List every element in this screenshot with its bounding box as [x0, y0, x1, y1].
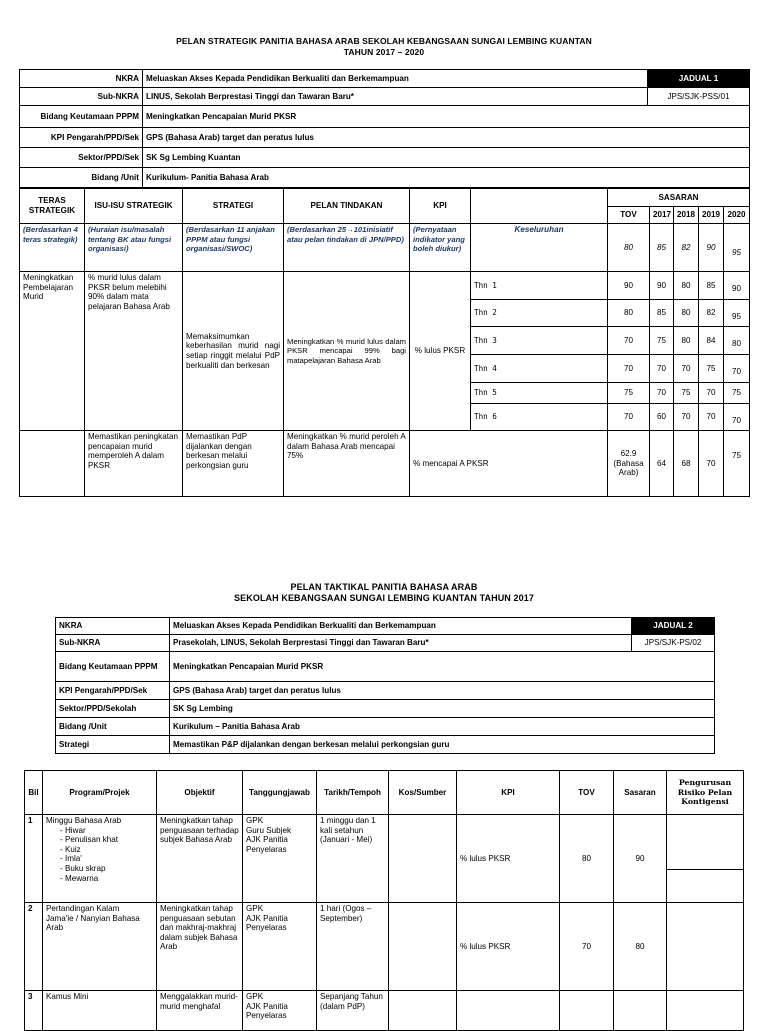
note-value-2020: 95: [724, 224, 750, 272]
year-label: Thn 3: [471, 327, 608, 355]
list-item: Penyelaras: [246, 844, 287, 854]
value-cell: 70: [674, 404, 699, 431]
value-cell: 60: [650, 404, 674, 431]
row1-pelan: Meningkatkan % murid lulus dalam PKSR mencapai 99% bagi matapelajaran Bahasa Arab: [284, 272, 410, 431]
list-item: AJK Panitia: [246, 913, 288, 923]
header-value-sub-nkra: Prasekolah, LINUS, Sekolah Berprestasi Tinggi dan Tawaran Baru*: [170, 635, 632, 652]
row3-objektif: Menggalakkan murid-murid menghafal: [157, 991, 243, 1031]
row3-kpi: [457, 991, 560, 1031]
note-keseluruhan: Keseluruhan: [471, 224, 608, 272]
note-isu: (Huraian isu/masalah tentang BK atau fungsi organisasi): [85, 224, 183, 272]
value-cell: 75: [724, 383, 750, 404]
row1-program: [43, 815, 157, 903]
header-label-kpi: KPI Pengarah/PPD/Sek: [56, 682, 170, 700]
row1-sasaran: 90: [614, 815, 667, 903]
row3-kos: [389, 991, 457, 1031]
row1-risiko: [667, 815, 744, 903]
header-value-bidang-unit: Kurikulum- Panitia Bahasa Arab: [143, 168, 750, 188]
row3-risiko: [667, 991, 744, 1031]
header-value-strategi: Memastikan P&P dijalankan dengan berkesan melalui perkongsian guru: [170, 736, 715, 754]
tactical-plan-header-table: [55, 617, 715, 754]
value-cell: 80: [674, 272, 699, 300]
value-cell: 75: [608, 383, 650, 404]
page2-title-line2: SEKOLAH KEBANGSAAN SUNGAI LEMBING KUANTAN TAHUN 2017: [234, 593, 534, 603]
col-blank: [471, 189, 608, 224]
list-item: GPK: [246, 816, 264, 825]
note-value-2019: 90: [699, 224, 724, 272]
row2-kpi: % lulus PKSR: [457, 903, 560, 991]
header-value-bidang-pppm: Meningkatkan Pencapaian Murid PKSR: [170, 652, 715, 682]
year-label: Thn 1: [471, 272, 608, 300]
header-value-sektor: SK Sg Lembing: [170, 700, 715, 718]
page1-title-line2: TAHUN 2017 – 2020: [343, 47, 425, 57]
row1-program-title: Minggu Bahasa Arab: [46, 816, 122, 825]
row1-isu: % murid lulus dalam PKSR belum melebihi 90% dalam mata pelajaran Bahasa Arab: [85, 272, 183, 431]
list-item: AJK Panitia: [246, 1001, 288, 1011]
header-label-bidang-pppm: Bidang Keutamaan PPPM: [20, 106, 143, 128]
row2-sasaran: 80: [614, 903, 667, 991]
header-value-sub-nkra: LINUS, Sekolah Berprestasi Tinggi dan Tawaran Baru*: [143, 88, 648, 106]
list-item: Penyelaras: [246, 923, 287, 933]
col-year-2018: 2018: [674, 207, 699, 224]
value-cell: 75: [650, 327, 674, 355]
list-item: - Kuiz: [70, 845, 153, 855]
col-teras-strategik: TERAS STRATEGIK: [20, 189, 85, 224]
row2-risiko: [667, 903, 744, 991]
row2-tov: 70: [560, 903, 614, 991]
strategic-plan-table: [19, 188, 750, 497]
value-cell: 80: [674, 300, 699, 327]
row2-program-subtitle: Jama'ie / Nanyian Bahasa Arab: [46, 913, 140, 933]
jadual-1-badge: JADUAL 1: [648, 70, 750, 88]
header-value-kpi: GPS (Bahasa Arab) target dan peratus lulus: [170, 682, 715, 700]
header-label-strategi: Strategi: [56, 736, 170, 754]
year-label: Thn 4: [471, 355, 608, 383]
col-strategi: STRATEGI: [183, 189, 284, 224]
value-cell: 84: [699, 327, 724, 355]
header-label-nkra: NKRA: [20, 70, 143, 88]
value-cell: 95: [724, 300, 750, 327]
value-cell: 75: [724, 431, 750, 497]
row1-kos: [389, 815, 457, 903]
list-item: Penyelaras: [246, 1011, 287, 1021]
col-bil: Bil: [25, 771, 43, 815]
row2-objektif: Meningkatkan tahap penguasaan sebutan dan makhraj-makhraj dalam subjek Bahasa Arab: [157, 903, 243, 991]
header-label-kpi: KPI Pengarah/PPD/Sek: [20, 128, 143, 148]
row1-bil: 1: [25, 815, 43, 903]
header-label-sub-nkra: Sub-NKRA: [56, 635, 170, 652]
value-cell: 70: [650, 355, 674, 383]
col-sasaran: Sasaran: [614, 771, 667, 815]
note-kpi: (Pernyataan indikator yang boleh diukur): [410, 224, 471, 272]
list-item: - Penulisan khat: [70, 835, 153, 845]
row2-pelan: Meningkatkan % murid peroleh A dalam Bahasa Arab mencapai 75%: [284, 431, 410, 497]
list-item: - Imla': [70, 854, 153, 864]
row2-kos: [389, 903, 457, 991]
header-value-bidang-unit: Kurikulum – Panitia Bahasa Arab: [170, 718, 715, 736]
row2-program: [43, 903, 157, 991]
value-cell: 90: [650, 272, 674, 300]
row3-tov: [560, 991, 614, 1031]
row2-bil: 2: [25, 903, 43, 991]
col-kos: Kos/Sumber: [389, 771, 457, 815]
row3-tanggungjawab: [243, 991, 317, 1031]
value-cell: 82: [699, 300, 724, 327]
value-cell: 70: [650, 383, 674, 404]
value-cell: 85: [699, 272, 724, 300]
value-cell: 70: [674, 355, 699, 383]
value-cell: 75: [699, 355, 724, 383]
jadual-2-badge: JADUAL 2: [632, 618, 715, 635]
header-label-sektor: Sektor/PPD/Sek: [20, 148, 143, 168]
col-pengurusan-risiko: Pengurusan Risiko Pelan Kontigensi: [667, 771, 744, 815]
row1-tarikh: 1 minggu dan 1 kali setahun (Januari - Mei): [317, 815, 389, 903]
row3-tarikh: Sepanjang Tahun (dalam PdP): [317, 991, 389, 1031]
note-value-2017: 85: [650, 224, 674, 272]
value-cell: 70: [699, 431, 724, 497]
list-item: - Hiwar: [70, 826, 153, 836]
header-label-bidang-unit: Bidang /Unit: [20, 168, 143, 188]
value-cell: 70: [608, 327, 650, 355]
year-label: Thn 2: [471, 300, 608, 327]
value-cell: 80: [724, 327, 750, 355]
value-cell: 70: [608, 404, 650, 431]
year-label: Thn 5: [471, 383, 608, 404]
value-cell: 90: [724, 272, 750, 300]
row2-tanggungjawab: [243, 903, 317, 991]
form-code: JPS/SJK-PS/02: [632, 635, 715, 652]
row1-kpi: % lulus PKSR: [457, 815, 560, 903]
col-isu-strategik: ISU-ISU STRATEGIK: [85, 189, 183, 224]
col-year-2019: 2019: [699, 207, 724, 224]
header-value-nkra: Meluaskan Akses Kepada Pendidikan Berkualiti dan Berkemampuan: [143, 70, 648, 88]
header-label-bidang-unit: Bidang /Unit: [56, 718, 170, 736]
col-objektif: Objektif: [157, 771, 243, 815]
col-pelan-tindakan: PELAN TINDAKAN: [284, 189, 410, 224]
col-program: Program/Projek: [43, 771, 157, 815]
value-cell: 70: [699, 383, 724, 404]
row1-strategi: Memaksimumkan keberhasilan murid nagi setiap ringgit melalui PdP berkualiti dan berkesan: [183, 272, 284, 431]
note-teras: (Berdasarkan 4 teras strategik): [20, 224, 85, 272]
row2-tov: 62.9 (Bahasa Arab): [608, 431, 650, 497]
list-item: AJK Panitia: [246, 835, 288, 845]
row2-isu: Memastikan peningkatan pencapaian murid memperoleh A dalam PKSR: [85, 431, 183, 497]
row2-teras-empty: [20, 431, 85, 497]
note-value-2018: 82: [674, 224, 699, 272]
header-label-sub-nkra: Sub-NKRA: [20, 88, 143, 106]
value-cell: 80: [674, 327, 699, 355]
header-value-sektor: SK Sg Lembing Kuantan: [143, 148, 750, 168]
row3-program: Kamus Mini: [43, 991, 157, 1031]
col-tarikh: Tarikh/Tempoh: [317, 771, 389, 815]
page1-title-line1: PELAN STRATEGIK PANITIA BAHASA ARAB SEKOLAH KEBANGSAAN SUNGAI LEMBING KUANTAN: [176, 36, 592, 46]
note-strategi: (Berdasarkan 11 anjakan PPPM atau fungsi organisasi/SWOC): [183, 224, 284, 272]
form-code: JPS/SJK-PSS/01: [648, 88, 750, 106]
value-cell: 70: [699, 404, 724, 431]
value-cell: 90: [608, 272, 650, 300]
list-item: GPK: [246, 904, 264, 913]
col-kpi: KPI: [410, 189, 471, 224]
col-tanggungjawab: Tanggungjawab: [243, 771, 317, 815]
page2-title-line1: PELAN TAKTIKAL PANITIA BAHASA ARAB: [290, 582, 478, 592]
value-cell: 68: [674, 431, 699, 497]
value-cell: 85: [650, 300, 674, 327]
row1-tov: 80: [560, 815, 614, 903]
strategic-plan-header-table: [19, 69, 750, 188]
value-cell: 70: [608, 355, 650, 383]
tactical-plan-table: [24, 770, 744, 1031]
row1-teras: Meningkatkan Pembelajaran Murid: [20, 272, 85, 431]
col-year-2017: 2017: [650, 207, 674, 224]
row1-kpi: % lulus PKSR: [410, 272, 471, 431]
row3-sasaran: [614, 991, 667, 1031]
row2-tarikh: 1 hari (Ogos – September): [317, 903, 389, 991]
col-sasaran: SASARAN: [608, 189, 750, 207]
header-label-bidang-pppm: Bidang Keutamaan PPPM: [56, 652, 170, 682]
header-value-bidang-pppm: Meningkatkan Pencapaian Murid PKSR: [143, 106, 750, 128]
value-cell: 64: [650, 431, 674, 497]
col-year-2020: 2020: [724, 207, 750, 224]
row1-program-items: [46, 826, 153, 884]
value-cell: 75: [674, 383, 699, 404]
header-value-nkra: Meluaskan Akses Kepada Pendidikan Berkualiti dan Berkemampuan: [170, 618, 632, 635]
col-tov: TOV: [560, 771, 614, 815]
list-item: - Buku skrap: [70, 864, 153, 874]
year-label: Thn 6: [471, 404, 608, 431]
row1-objektif: Meningkatkan tahap penguasaan terhadap subjek Bahasa Arab: [157, 815, 243, 903]
note-pelan: (Berdasarkan 25→101inisiatif atau pelan tindakan di JPN/PPD): [284, 224, 410, 272]
header-label-nkra: NKRA: [56, 618, 170, 635]
value-cell: 80: [608, 300, 650, 327]
row3-bil: 3: [25, 991, 43, 1031]
list-item: Guru Subjek: [246, 825, 291, 835]
list-item: - Mewarna: [70, 874, 153, 884]
header-label-sektor: Sektor/PPD/Sekolah: [56, 700, 170, 718]
col-kpi: KPI: [457, 771, 560, 815]
note-value-tov: 80: [608, 224, 650, 272]
row2-strategi: Memastikan PdP dijalankan dengan berkesan melalui perkongsian guru: [183, 431, 284, 497]
row2-program-title: Pertandingan Kalam: [46, 904, 120, 913]
header-value-kpi: GPS (Bahasa Arab) target dan peratus lulus: [143, 128, 750, 148]
value-cell: 70: [724, 404, 750, 431]
row2-kpi: % mencapai A PKSR: [410, 431, 608, 497]
col-year-tov: TOV: [608, 207, 650, 224]
list-item: GPK: [246, 992, 264, 1001]
row1-tanggungjawab: [243, 815, 317, 903]
value-cell: 70: [724, 355, 750, 383]
